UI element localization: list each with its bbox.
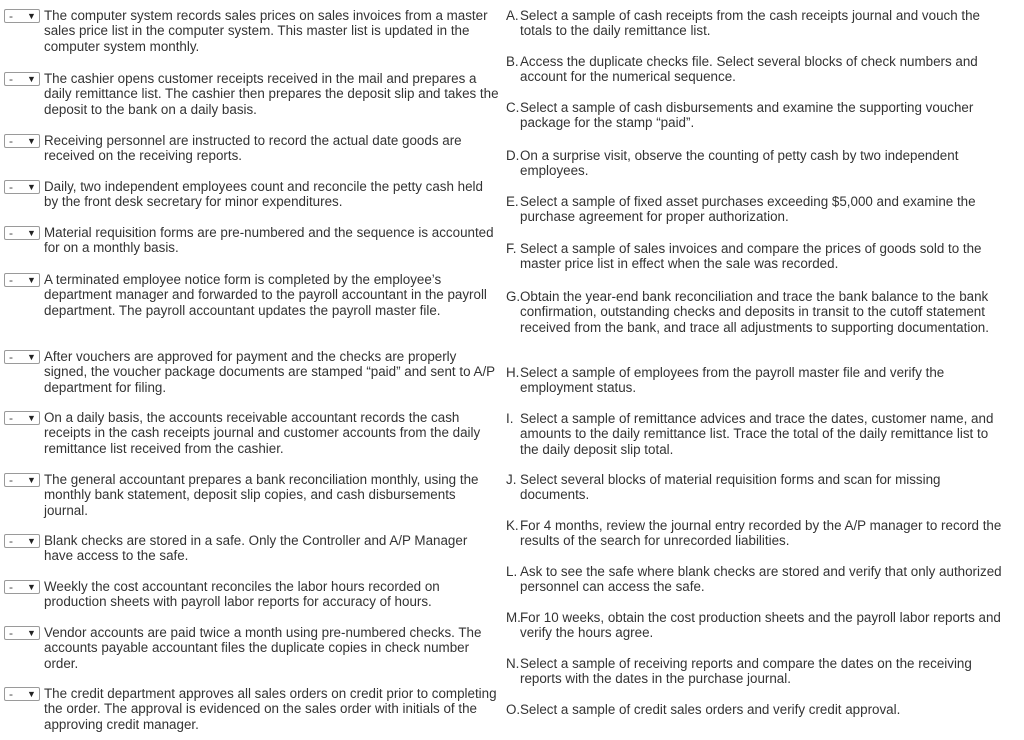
- match-dropdown[interactable]: [4, 626, 40, 640]
- dropdown-value: -: [9, 134, 13, 148]
- statement-text: The computer system records sales prices on sales invoices from a master sales price list in the computer system. This master list is updated in the computer system monthly.: [44, 8, 488, 54]
- answer-letter: L.: [506, 564, 518, 579]
- statement-text: A terminated employee notice form is completed by the employee’s department manager and forwarded to the payroll accountant in the payroll department. The payroll accountant updates the payroll master file.: [44, 272, 487, 318]
- dropdown-value: -: [9, 72, 13, 86]
- statement-text: Weekly the cost accountant reconciles the labor hours recorded on production sheets with payroll labor reports for accuracy of hours.: [44, 579, 440, 610]
- answer-letter: F.: [506, 241, 517, 256]
- statement-text: Receiving personnel are instructed to record the actual date goods are received on the receiving reports.: [44, 133, 462, 164]
- answer-letter: A.: [506, 8, 519, 23]
- dropdown-value: -: [9, 273, 13, 287]
- answer-letter: I.: [506, 411, 514, 426]
- answer-letter: J.: [506, 472, 517, 487]
- answer-text: Select a sample of cash receipts from the cash receipts journal and vouch the totals to the daily remittance list.: [520, 8, 980, 39]
- statement-text: Daily, two independent employees count and reconcile the petty cash held by the front desk secretary for minor expenditures.: [44, 179, 483, 210]
- answer-text: Select a sample of receiving reports and compare the dates on the receiving reports with the dates in the purchase journal.: [520, 656, 972, 687]
- answer-letter: C.: [506, 100, 520, 115]
- dropdown-value: -: [9, 180, 13, 194]
- answer-letter: E.: [506, 194, 519, 209]
- answer-text: For 10 weeks, obtain the cost production sheets and the payroll labor reports and verify the hours agree.: [520, 610, 1001, 641]
- dropdown-value: -: [9, 687, 13, 701]
- answer-text: Select a sample of credit sales orders and verify credit approval.: [520, 702, 901, 717]
- match-dropdown[interactable]: [4, 411, 40, 425]
- answer-letter: M.: [506, 610, 521, 625]
- match-dropdown[interactable]: [4, 580, 40, 594]
- answer-text: Obtain the year-end bank reconciliation and trace the bank balance to the bank confirmation, outstanding checks and deposits in transit to the cutoff statement received from the bank, and trace all adjustments to supporting documentation.: [520, 289, 989, 335]
- dropdown-value: -: [9, 534, 13, 548]
- match-dropdown[interactable]: [4, 273, 40, 287]
- statement-text: The general accountant prepares a bank reconciliation monthly, using the monthly bank statement, deposit slip copies, and cash disbursements journal.: [44, 472, 479, 518]
- match-dropdown[interactable]: [4, 72, 40, 86]
- statement-text: The cashier opens customer receipts received in the mail and prepares a daily remittance list. The cashier then prepares the deposit slip and takes the deposit to the bank on a daily basis.: [44, 71, 499, 117]
- answer-text: Select several blocks of material requisition forms and scan for missing documents.: [520, 472, 941, 503]
- answer-text: For 4 months, review the journal entry recorded by the A/P manager to record the results of the search for unrecorded liabilities.: [520, 518, 1002, 549]
- chevron-down-icon: ▼: [27, 582, 36, 592]
- dropdown-value: -: [9, 580, 13, 594]
- dropdown-value: -: [9, 473, 13, 487]
- answer-letter: D.: [506, 148, 520, 163]
- dropdown-value: -: [9, 9, 13, 23]
- answer-letter: O.: [506, 702, 521, 717]
- answer-text: Select a sample of sales invoices and compare the prices of goods sold to the master price list in effect when the sale was recorded.: [520, 241, 982, 272]
- answer-text: On a surprise visit, observe the counting of petty cash by two independent employees.: [520, 148, 959, 179]
- statement-text: Material requisition forms are pre-numbered and the sequence is accounted for on a monthly basis.: [44, 225, 494, 256]
- dropdown-value: -: [9, 350, 13, 364]
- chevron-down-icon: ▼: [27, 413, 36, 423]
- match-dropdown[interactable]: [4, 134, 40, 148]
- chevron-down-icon: ▼: [27, 228, 36, 238]
- match-dropdown[interactable]: [4, 226, 40, 240]
- answer-text: Select a sample of fixed asset purchases exceeding $5,000 and examine the purchase agreement for proper authorization.: [520, 194, 976, 225]
- dropdown-value: -: [9, 411, 13, 425]
- chevron-down-icon: ▼: [27, 352, 36, 362]
- answer-text: Ask to see the safe where blank checks are stored and verify that only authorized personnel can access the safe.: [520, 564, 1002, 595]
- statement-text: Blank checks are stored in a safe. Only the Controller and A/P Manager have access to the safe.: [44, 533, 468, 564]
- answer-text: Select a sample of remittance advices and trace the dates, customer name, and amounts to the daily remittance list. Trace the total of the daily remittance list to the daily deposit slip total.: [520, 411, 994, 457]
- chevron-down-icon: ▼: [27, 136, 36, 146]
- chevron-down-icon: ▼: [27, 628, 36, 638]
- statement-text: Vendor accounts are paid twice a month using pre-numbered checks. The accounts payable accountant files the duplicate copies in check number order.: [44, 625, 482, 671]
- answer-letter: G.: [506, 289, 521, 304]
- statement-text: On a daily basis, the accounts receivable accountant records the cash receipts in the cash receipts journal and customer accounts from the daily remittance list received from the cashier.: [44, 410, 481, 456]
- match-dropdown[interactable]: [4, 687, 40, 701]
- chevron-down-icon: ▼: [27, 182, 36, 192]
- answer-letter: K.: [506, 518, 519, 533]
- match-dropdown[interactable]: [4, 473, 40, 487]
- answer-letter: N.: [506, 656, 520, 671]
- answer-letter: H.: [506, 365, 520, 380]
- dropdown-value: -: [9, 626, 13, 640]
- chevron-down-icon: ▼: [27, 275, 36, 285]
- answer-text: Select a sample of employees from the payroll master file and verify the employment status.: [520, 365, 945, 396]
- match-dropdown[interactable]: [4, 9, 40, 23]
- match-dropdown[interactable]: [4, 180, 40, 194]
- match-dropdown[interactable]: [4, 534, 40, 548]
- chevron-down-icon: ▼: [27, 536, 36, 546]
- chevron-down-icon: ▼: [27, 74, 36, 84]
- answer-text: Select a sample of cash disbursements and examine the supporting voucher package for the stamp “paid”.: [520, 100, 974, 131]
- chevron-down-icon: ▼: [27, 475, 36, 485]
- match-dropdown[interactable]: [4, 350, 40, 364]
- statement-text: The credit department approves all sales orders on credit prior to completing the order. The approval is evidenced on the sales order with initials of the approving credit manager.: [44, 686, 497, 732]
- chevron-down-icon: ▼: [27, 11, 36, 21]
- dropdown-value: -: [9, 226, 13, 240]
- statement-text: After vouchers are approved for payment and the checks are properly signed, the voucher package documents are stamped “paid” and sent to A/P department for filing.: [44, 349, 495, 395]
- answer-letter: B.: [506, 54, 519, 69]
- answer-text: Access the duplicate checks file. Select several blocks of check numbers and account for the numerical sequence.: [520, 54, 978, 85]
- chevron-down-icon: ▼: [27, 689, 36, 699]
